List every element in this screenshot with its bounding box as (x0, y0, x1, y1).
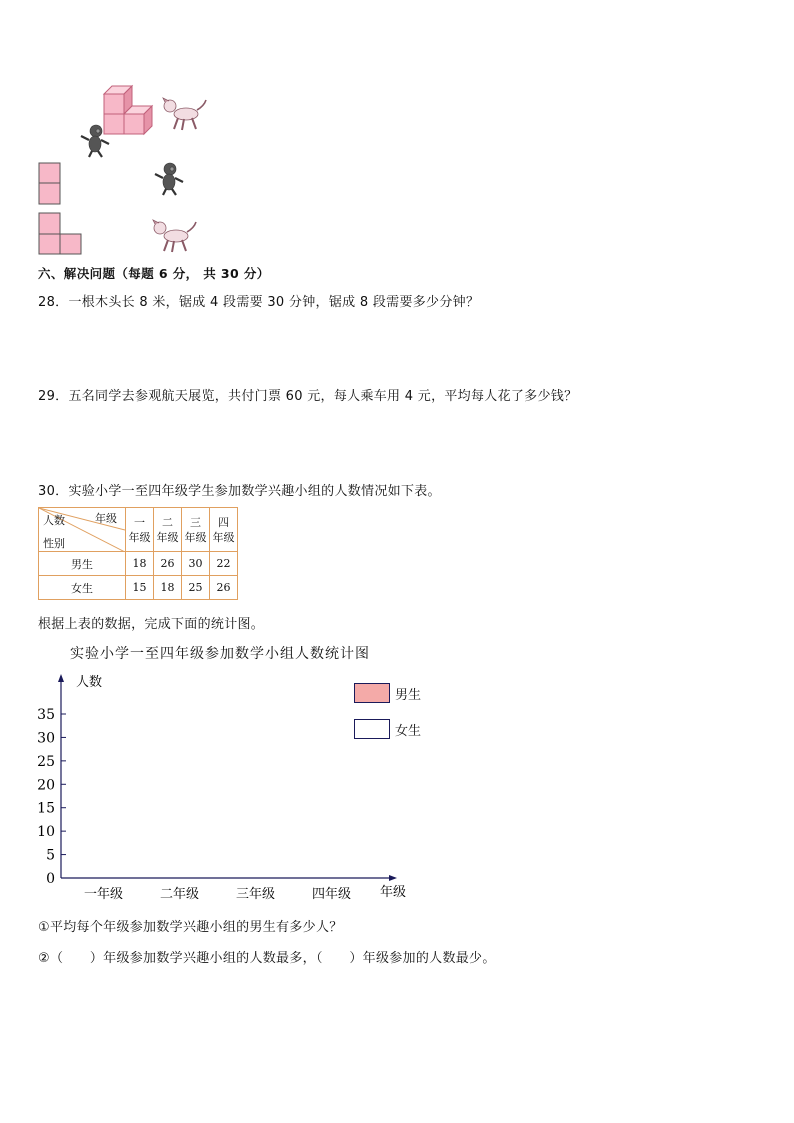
table-row (39, 552, 238, 576)
y-tick-label: 5 (46, 847, 55, 864)
legend-label-girls: 女生 (395, 723, 422, 739)
x-category-label: 一年级 (84, 887, 124, 902)
legend-swatch-boys (354, 683, 390, 703)
table-corner-cell (39, 508, 126, 552)
monkey-icon (152, 160, 188, 196)
legend-item-girls (354, 719, 421, 739)
front-view-shape (38, 162, 62, 206)
sub-question-1: ①平均每个年级参加数学兴趣小组的男生有多少人？ (38, 920, 343, 935)
table-cell: 25 (182, 576, 210, 600)
monkey-icon (78, 122, 114, 158)
x-category-label: 四年级 (312, 887, 352, 902)
dog-icon (160, 96, 210, 132)
table-cell: 26 (210, 576, 238, 600)
table-row (39, 576, 238, 600)
table-cell: 18 (154, 576, 182, 600)
table-cell: 22 (210, 552, 238, 576)
grade-header-1: 一 年级 (126, 508, 154, 552)
chart-title: 实验小学一至四年级参加数学小组人数统计图 (70, 646, 370, 662)
row-label-boys: 男生 (39, 552, 126, 576)
row-label-girls: 女生 (39, 576, 126, 600)
instruction-text: 根据上表的数据，完成下面的统计图。 (38, 617, 265, 632)
y-axis-arrow (58, 674, 64, 682)
corner-count-label: 人数 (43, 514, 65, 527)
question-29: 29．五名同学去参观航天展览，共付门票 60 元，每人乘车用 4 元，平均每人花了多少钱？ (38, 389, 578, 404)
y-tick-label: 10 (37, 824, 55, 841)
question-30: 30．实验小学一至四年级学生参加数学兴趣小组的人数情况如下表。 (38, 484, 441, 499)
y-tick-label: 20 (37, 777, 55, 794)
x-axis-arrow (389, 875, 397, 881)
legend-item-boys (354, 683, 421, 703)
legend-label-boys: 男生 (395, 687, 422, 703)
question-28: 28．一根木头长 8 米，锯成 4 段需要 30 分钟，锯成 8 段需要多少分钟？ (38, 295, 480, 310)
table-cell: 15 (126, 576, 154, 600)
legend (354, 683, 421, 739)
x-category-label: 三年级 (236, 887, 276, 902)
data-table (38, 507, 238, 600)
y-tick-label: 35 (37, 707, 55, 723)
y-tick-label: 0 (46, 871, 55, 887)
section-title: 六、解决问题（每题 6 分， 共 30 分） (38, 266, 270, 281)
corner-grade-label: 年级 (95, 512, 117, 525)
x-category-label: 二年级 (160, 887, 200, 902)
grade-header-3: 三 年级 (182, 508, 210, 552)
table-cell: 30 (182, 552, 210, 576)
grade-header-4: 四 年级 (210, 508, 238, 552)
legend-swatch-girls (354, 719, 390, 739)
y-axis-label: 人数 (76, 675, 103, 690)
grade-header-2: 二 年级 (154, 508, 182, 552)
y-tick-label: 30 (37, 730, 55, 747)
x-axis-label: 年级 (380, 885, 407, 900)
side-view-shape (38, 212, 84, 256)
table-cell: 26 (154, 552, 182, 576)
sub-question-2: ②（ ）年级参加数学兴趣小组的人数最多，（ ）年级参加的人数最少。 (38, 951, 496, 966)
table-cell: 18 (126, 552, 154, 576)
corner-gender-label: 性别 (43, 537, 65, 550)
dog-icon (150, 218, 200, 254)
y-tick-label: 25 (37, 753, 55, 770)
y-tick-label: 15 (37, 800, 55, 817)
